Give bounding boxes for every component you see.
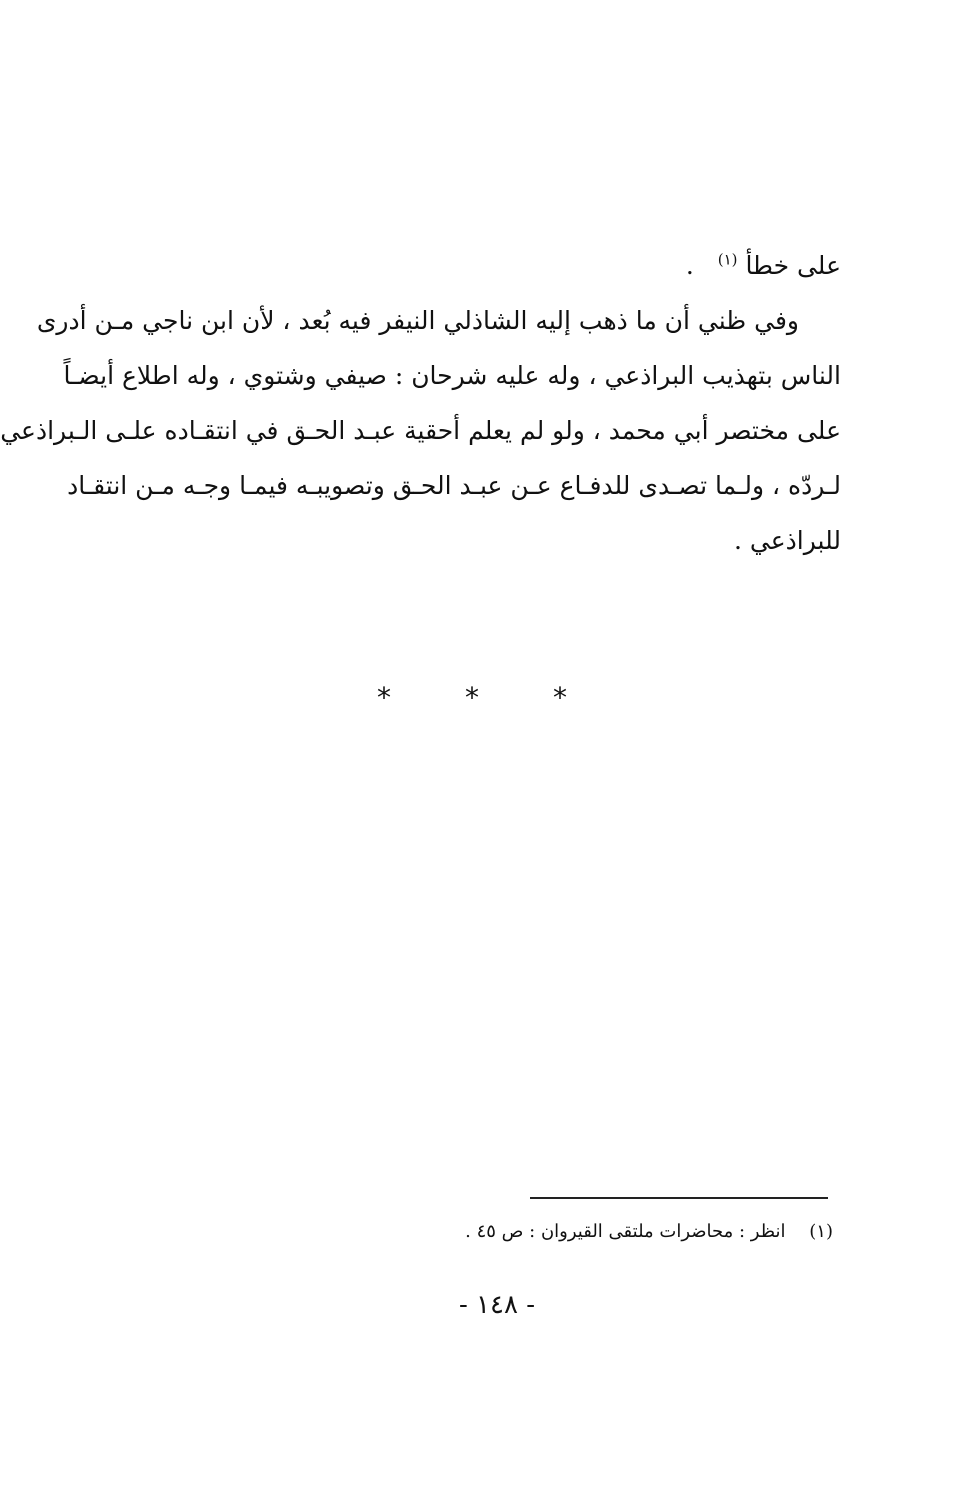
text-line-4: على مختصر أبي محمد ، ولو لم يعلم أحقية عبـد الحـق في انتقـاده علـى الـبراذعي — [0, 416, 841, 445]
text-line-1 — [151, 238, 841, 293]
text-line-1-content: على خطأ — [745, 251, 841, 280]
section-divider-stars — [377, 683, 567, 713]
main-text-block — [0, 238, 841, 568]
footnote-text: انظر : محاضرات ملتقى القيروان : ص ٤٥ . — [465, 1221, 786, 1242]
text-line-5: لـردّه ، ولـما تصـدى للدفـاع عـن عبـد الحـق وتصويبـه فيمـا وجـه مـن انتقـاد — [67, 471, 841, 500]
footnote-number: (١) — [809, 1221, 833, 1242]
page-number: - ١٤٨ - — [458, 1290, 536, 1320]
text-line-1-end: . — [685, 251, 694, 280]
divider-star: * — [553, 681, 567, 714]
divider-star: * — [377, 681, 391, 714]
footnote-separator-line — [530, 1197, 828, 1199]
text-line-2: وفي ظني أن ما ذهب إليه الشاذلي النيفر فيه بُعد ، لأن ابن ناجي مـن أدرى — [36, 306, 799, 335]
text-line-6: للبراذعي . — [734, 526, 841, 555]
footnote-reference: (١) — [717, 250, 738, 269]
divider-star: * — [465, 681, 479, 714]
footnote — [465, 1218, 833, 1246]
text-line-3: الناس بتهذيب البراذعي ، وله عليه شرحان : صيفي وشتوي ، وله اطلاع أيضـاً — [63, 361, 841, 390]
